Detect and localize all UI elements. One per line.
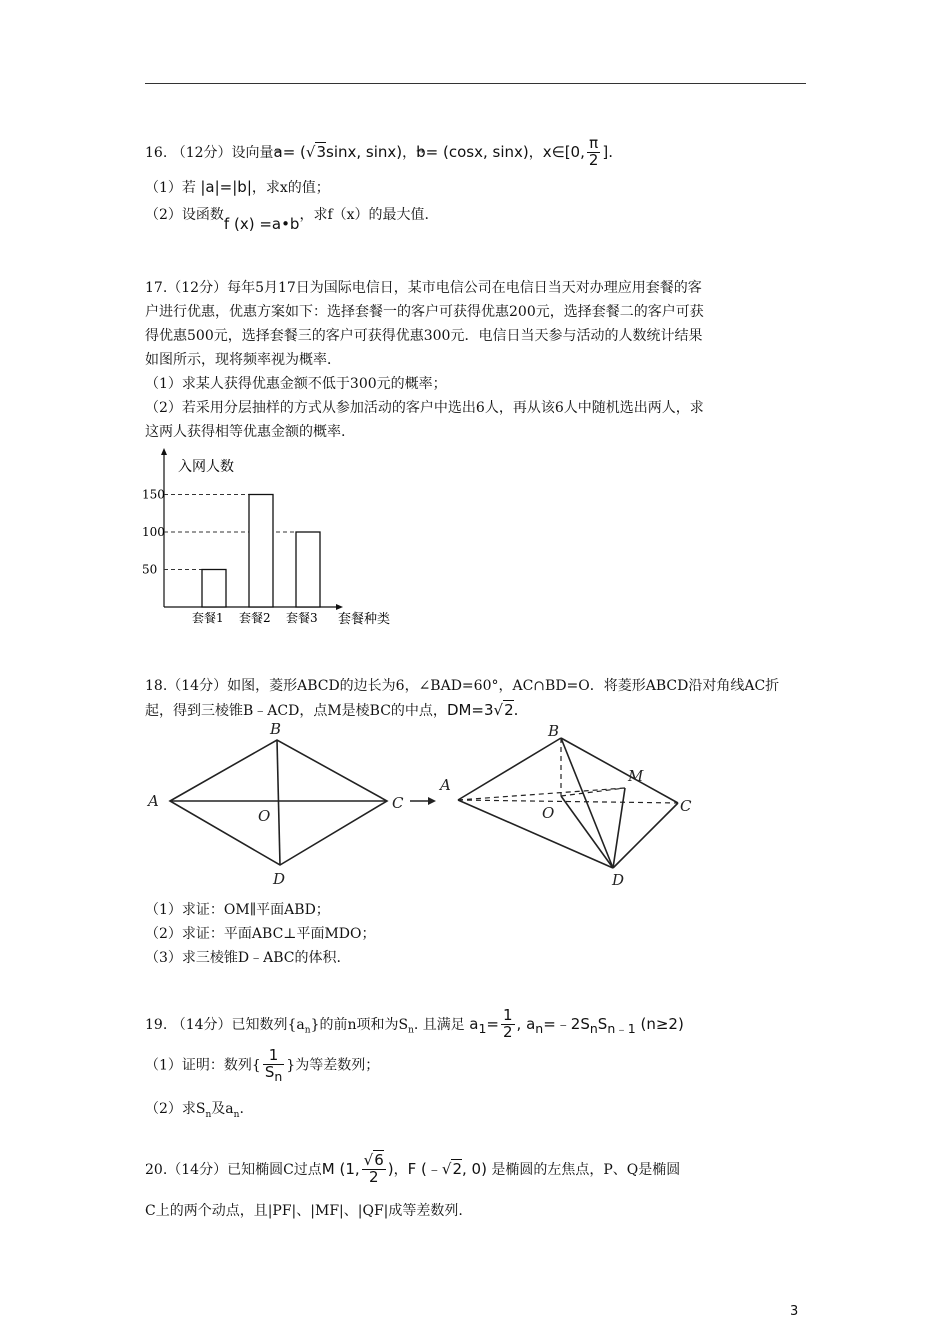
q16-abs-condition: |a|=|b| [200,178,252,196]
x-category-label: 套餐2 [239,611,271,625]
q16-part2: （2）设函数f (x) =a•b，求f（x）的最大值. [145,207,429,233]
q20-point-f: F (﹣√2, 0) [407,1159,487,1178]
svg-text:C: C [680,797,692,815]
header-rule [145,83,806,84]
y-axis-arrow-icon [161,448,167,455]
q18-part1: （1）求证：OM∥平面ABD； [145,902,330,918]
svg-text:O: O [542,804,555,822]
q17-statement: 17.（12分）每年5月17日为国际电信日，某市电信公司在电信日当天对办理应用套餐的客 户进行优惠，优惠方案如下：选择套餐一的客户可获得优惠200元，选择套餐二的客户可获 得优惠500元，选择套餐三的客户可获得优惠300元．电信日当天参与活动的人数统计结果 如图所示，现将频率视为概率． （1）求某人获得优惠金额不低于300元的概率； （2）若采用分层抽样的方式从参加活动的客户中选出6人，再从该6人中随机选出两人，求 这两人获得相等优惠金额的概率. [145,280,704,440]
q16-head: 16. （12分）设向量 [145,144,274,161]
diagonal-bd [277,740,280,865]
q20-point-m: M (1, $\frac{√6}{2}$ ) [321,1151,394,1186]
x-category-label: 套餐1 [192,611,224,625]
svg-text:A: A [440,776,451,794]
x-axis-label: 套餐种类 [338,612,391,627]
q16-vector-a: a= (√3sinx, sinx) [273,142,403,161]
q16-part1: （1）若 |a|=|b|，求x的值； [145,178,330,196]
q19-part1: （1）证明：数列{ $\frac{1}{S_n}$ }为等差数列； [145,1046,380,1084]
q20-line2: C上的两个动点，且|PF|、|MF|、|QF|成等差数列. [145,1203,463,1219]
q19-statement: 19. （14分）已知数列$\{a_n\}$的前n项和为$S_n$. 且满足 $a_1=$ $\frac{1}{2}$ , $a_n=﹣2S_nS_{n﹣1}$ (n≥2) [145,1006,684,1041]
q18-statement: 18.（14分）如图，菱形ABCD的边长为6，∠BAD=60°，AC∩BD=O．将菱形ABCD沿对角线AC折 起，得到三棱锥B﹣ACD，点M是棱BC的中点，DM=3√2. [145,678,780,719]
svg-text:A: A [148,792,159,810]
q19-part2: （2）求$S_n$及$a_n$. [145,1101,244,1120]
svg-text:M: M [628,767,644,785]
q20-statement: 20.（14分）已知椭圆C过点M (1, $\frac{√6}{2}$ )，F (﹣√2, 0) 是椭圆的左焦点，P、Q是椭圆 [145,1151,681,1186]
q16-statement: 16. （12分）设向量a= (√3sinx, sinx)，b= (cosx, sinx)，x∈[0, $\frac{\pi}{2}$ ]. [145,134,614,169]
bar-3 [296,532,320,607]
bar-2 [249,495,273,608]
q18-dm-value: DM=3√2. [446,701,519,719]
bar-1 [202,570,226,608]
x-category-label: 套餐3 [286,611,318,625]
svg-text:B: B [548,722,560,740]
q16-function: f (x) =a•b [223,215,300,233]
y-tick-label: 150 [142,487,165,502]
q17-part1: （1）求某人获得优惠金额不低于300元的概率； [145,376,447,392]
svg-text:D: D [273,870,286,888]
q17-bar-chart [140,445,420,630]
y-tick-label: 50 [142,562,158,577]
svg-text:O: O [258,807,271,825]
q18-part2: （2）求证：平面ABC⊥平面MDO； [145,926,376,942]
svg-text:C: C [392,794,404,812]
q18-figure [140,718,710,893]
y-axis-label: 入网人数 [178,459,234,475]
q18-parts [145,898,375,970]
svg-text:B: B [270,720,282,738]
fold-arrow-head-icon [428,797,436,805]
q17-part2: （2）若采用分层抽样的方式从参加活动的客户中选出6人，再从该6人中随机选出两人，求 [145,400,704,416]
q16-x-range: x∈[0, $\frac{\pi}{2}$ ]. [542,134,614,169]
y-tick-label: 100 [142,525,165,539]
svg-text:D: D [612,871,625,889]
page-number: 3 [790,1304,799,1319]
q19-condition: $a_1=$ $\frac{1}{2}$ , $a_n=﹣2S_nS_{n﹣1}$ (n≥2) [469,1006,684,1041]
x-axis-arrow-icon [336,604,343,610]
q16-vector-b: b= (cosx, sinx) [416,142,529,161]
q18-part3: （3）求三棱锥D﹣ABC的体积. [145,950,341,966]
